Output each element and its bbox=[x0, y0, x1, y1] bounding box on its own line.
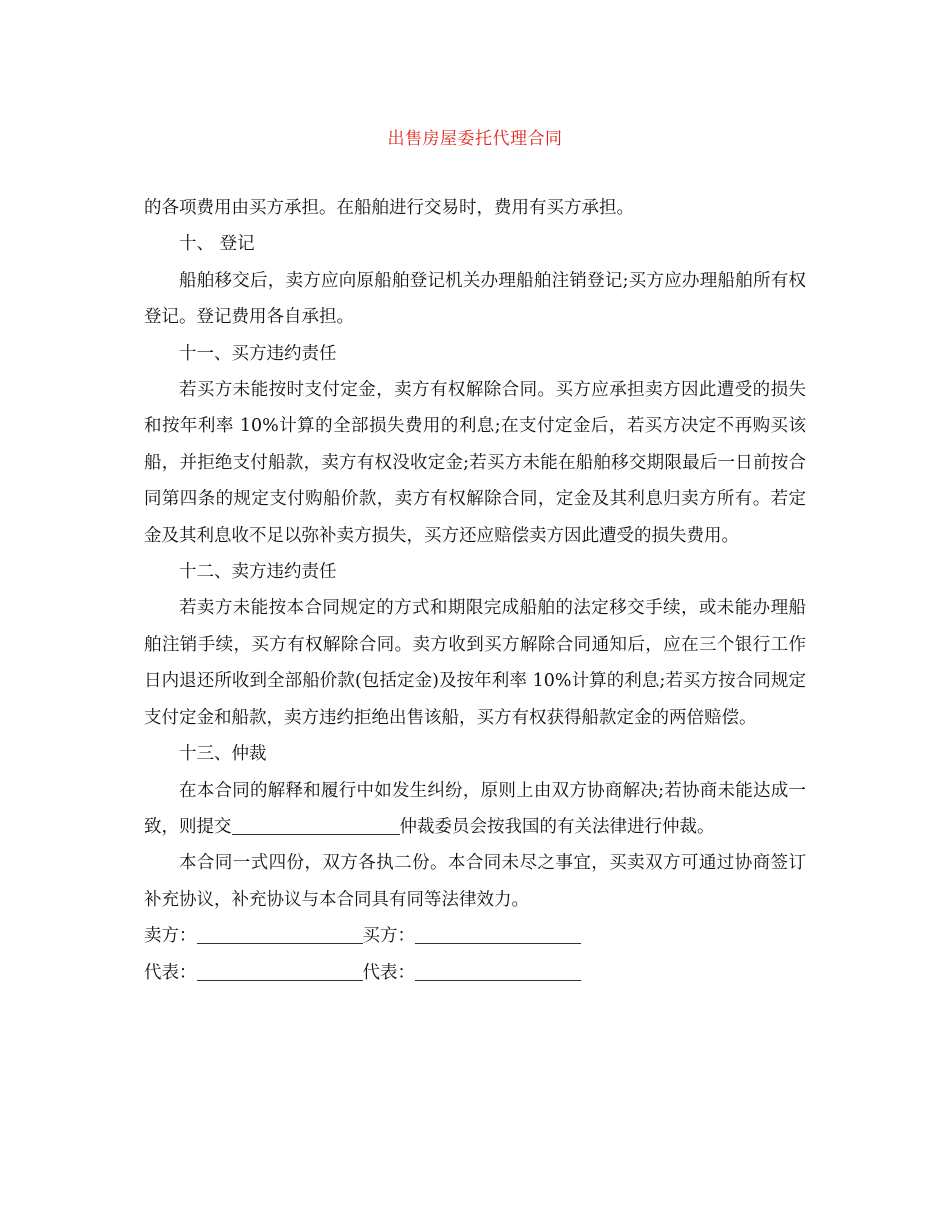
arbitration-text-before: 在本合同的解释和履行中如发生纠纷，原则上由双方协商解决;若协商未能达成一致，则提交 bbox=[144, 780, 806, 837]
buyer-label: 买方： bbox=[362, 926, 415, 947]
arbitration-text-after: 仲裁委员会按我国的有关法律进行仲裁。 bbox=[399, 816, 715, 837]
signature-row-representatives bbox=[144, 955, 806, 991]
seller-signature-blank[interactable] bbox=[197, 925, 363, 944]
seller-rep-signature-blank[interactable] bbox=[197, 962, 363, 981]
document-title: 出售房屋委托代理合同 bbox=[387, 129, 563, 149]
registration-paragraph: 船舶移交后，卖方应向原船舶登记机关办理船舶注销登记;买方应办理船舶所有权登记。登记费用各自承担。 bbox=[144, 270, 806, 328]
seller-rep-label: 代表： bbox=[144, 962, 197, 983]
closing-paragraph: 本合同一式四份，双方各执二份。本合同未尽之事宜，买卖双方可通过协商签订补充协议，补充协议与本合同具有同等法律效力。 bbox=[144, 853, 806, 910]
section-heading-registration: 十、 登记 bbox=[179, 234, 255, 255]
section-heading-arbitration: 十三、仲裁 bbox=[179, 744, 267, 765]
buyer-breach-paragraph: 若买方未能按时支付定金，卖方有权解除合同。买方应承担卖方因此遭受的损失和按年利率 10%计算的全部损失费用的利息;在支付定金后，若买方决定不再购买该船，并拒绝支付船款，卖方有权没收定金;若买方未能在船舶移交期限最后一日前按合同第四条的规定支付购船价款，卖方有权解除合同，定金及其利息归卖方所有。若定金及其利息收不足以弥补卖方损失，买方还应赔偿卖方因此遭受的损失费用。 bbox=[144, 380, 806, 546]
document-body bbox=[144, 190, 806, 991]
arbitration-commission-blank[interactable] bbox=[232, 816, 400, 835]
seller-label: 卖方： bbox=[144, 926, 197, 947]
section-heading-buyer-breach: 十一、买方违约责任 bbox=[179, 343, 337, 364]
buyer-rep-signature-blank[interactable] bbox=[415, 962, 581, 981]
buyer-rep-label: 代表： bbox=[362, 962, 415, 983]
section-heading-seller-breach: 十二、卖方违约责任 bbox=[179, 562, 337, 583]
seller-breach-paragraph: 若卖方未能按本合同规定的方式和期限完成船舶的法定移交手续，或未能办理船舶注销手续，买方有权解除合同。卖方收到买方解除合同通知后，应在三个银行工作日内退还所收到全部船价款(包括定金)及按年利率 10%计算的利息;若买方按合同规定支付定金和船款，卖方违约拒绝出售该船，买方有权获得船款定金的两倍赔偿。 bbox=[144, 598, 806, 728]
continuation-paragraph: 的各项费用由买方承担。在船舶进行交易时，费用有买方承担。 bbox=[144, 198, 634, 218]
arbitration-paragraph bbox=[144, 773, 806, 846]
signature-row-parties bbox=[144, 918, 806, 954]
buyer-signature-blank[interactable] bbox=[415, 925, 581, 944]
